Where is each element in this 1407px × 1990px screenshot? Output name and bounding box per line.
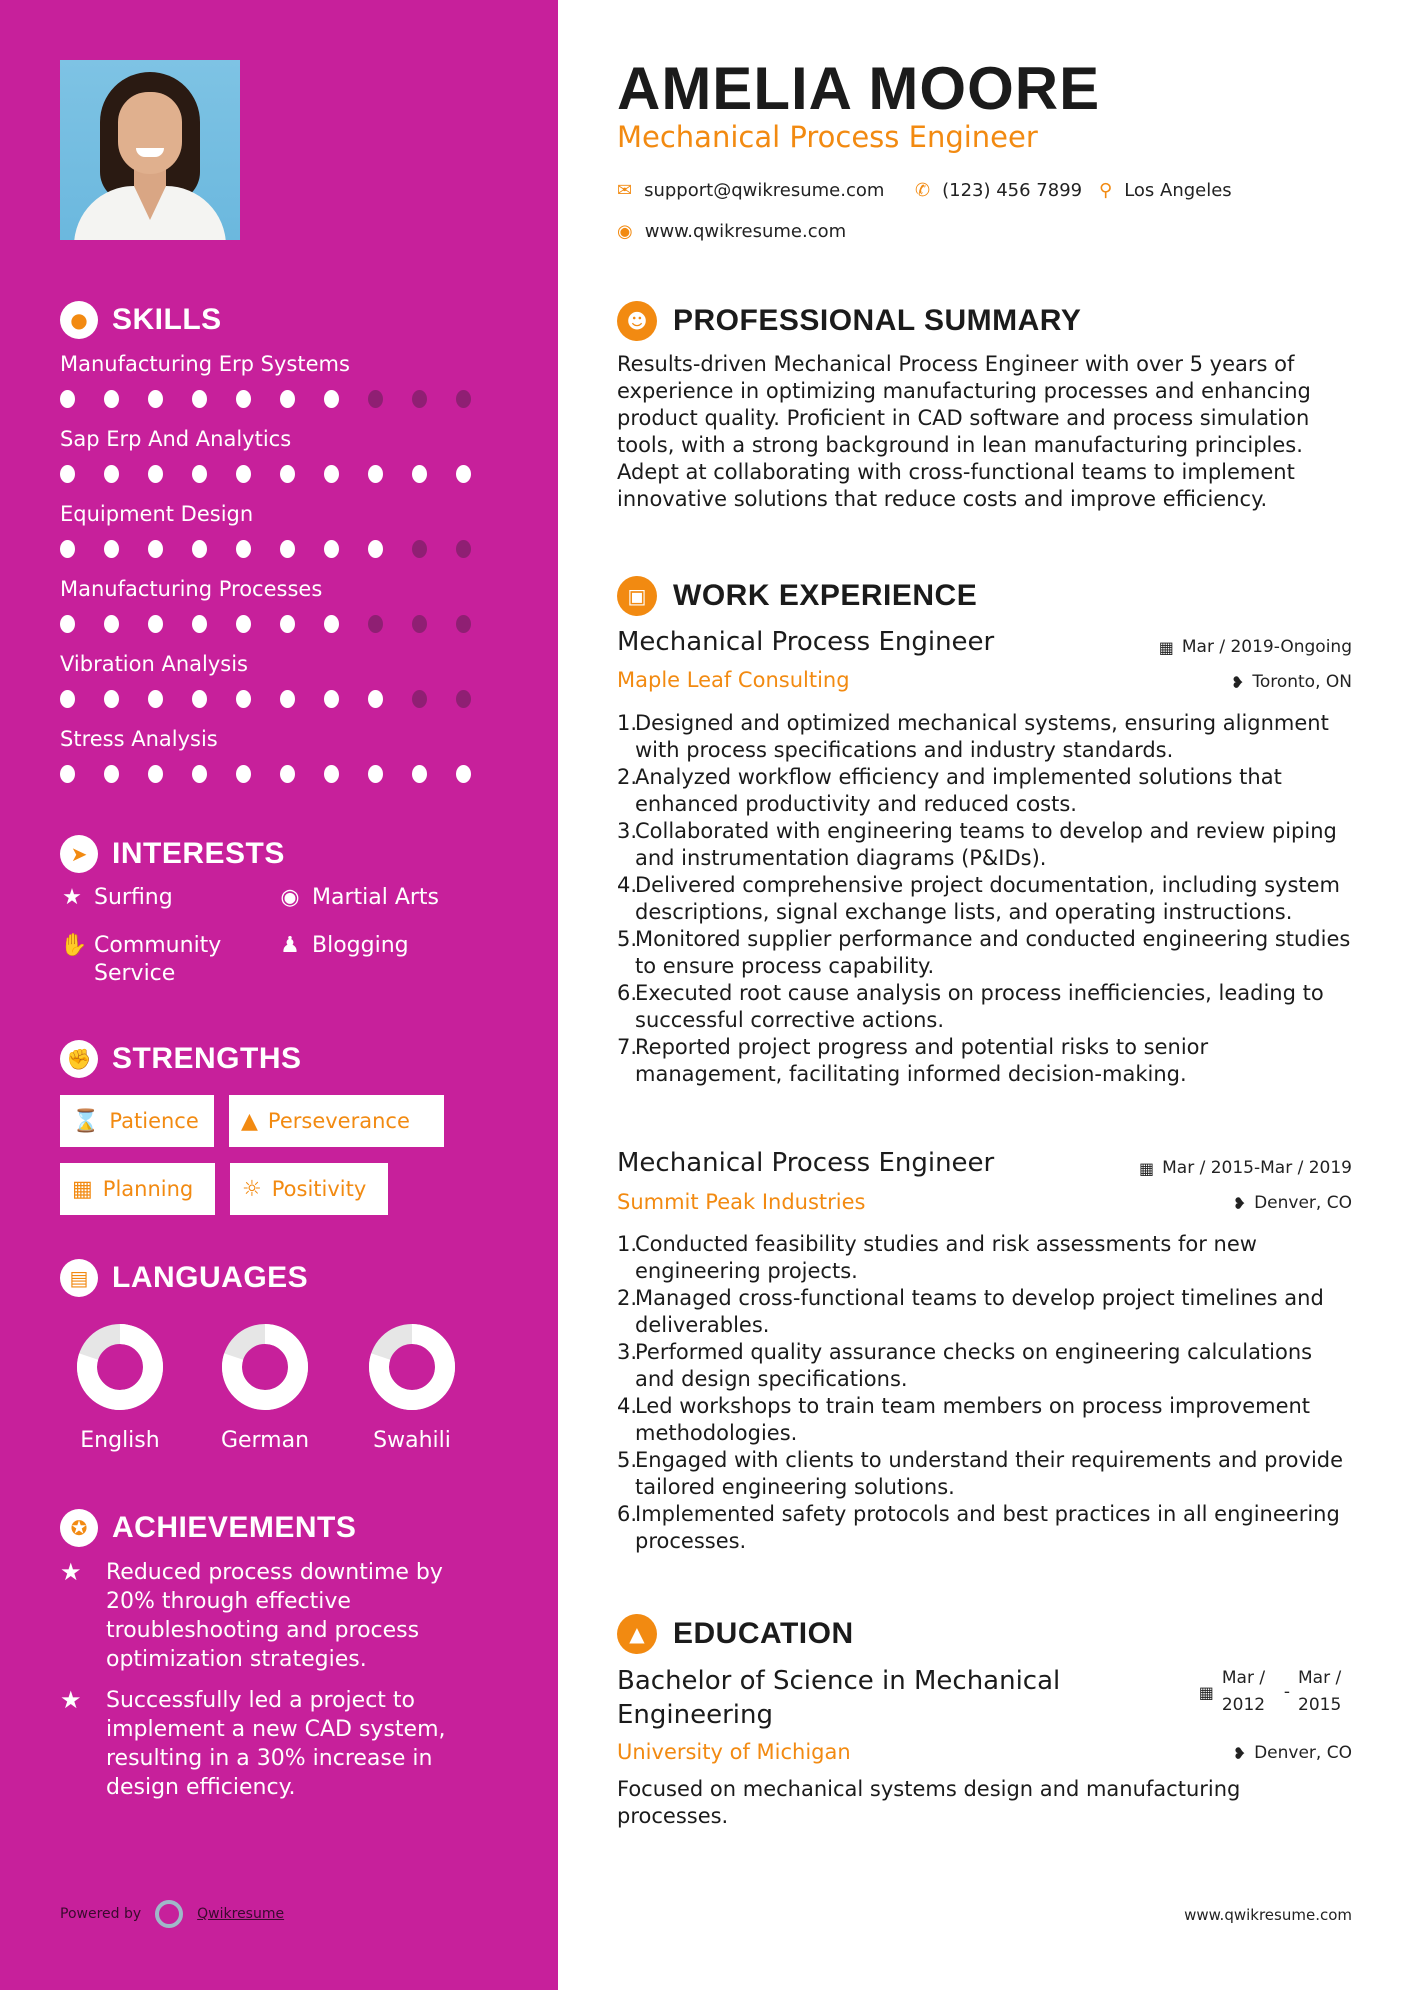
education-location-text: Denver, CO xyxy=(1254,1743,1352,1763)
website-text: www.qwikresume.com xyxy=(644,221,847,242)
rating-dot-filled xyxy=(104,390,119,408)
languages-title: LANGUAGES xyxy=(112,1261,309,1294)
language-name: Swahili xyxy=(373,1428,451,1453)
user-icon: ☻ xyxy=(617,301,657,341)
language-item xyxy=(342,1324,482,1453)
rating-dot-filled xyxy=(60,765,75,783)
calendar-icon: ▦ xyxy=(1138,1158,1155,1178)
pin-icon: ❥ xyxy=(1232,1193,1247,1213)
job-title: Mechanical Process Engineer xyxy=(617,627,995,657)
globe-icon: ◉ xyxy=(280,885,300,910)
pin-icon: ❥ xyxy=(1232,1743,1247,1763)
skill-rating xyxy=(60,540,500,558)
school-name: University of Michigan xyxy=(617,1740,851,1764)
rating-dot-empty xyxy=(368,390,383,408)
strength-label: Positivity xyxy=(271,1177,367,1201)
summary-header xyxy=(617,301,1081,341)
road-icon: ▲ xyxy=(241,1108,258,1134)
education-description: Focused on mechanical systems design and manufacturing processes. xyxy=(617,1777,1241,1828)
skill-rating xyxy=(60,765,500,783)
company-name: Summit Peak Industries xyxy=(617,1190,866,1214)
date-separator: - xyxy=(1283,1682,1290,1702)
rating-dot-filled xyxy=(280,540,295,558)
degree-title: Bachelor of Science in Mechanical Engineering xyxy=(617,1666,1061,1730)
powered-by xyxy=(60,1900,284,1928)
skill-name: Sap Erp And Analytics xyxy=(60,427,292,451)
skill-rating xyxy=(60,390,500,408)
language-donut xyxy=(222,1324,308,1410)
phone-text: (123) 456 7899 xyxy=(942,180,1083,201)
rating-dot-empty xyxy=(456,615,471,633)
candidate-name: AMELIA MOORE xyxy=(617,55,1101,122)
briefcase-icon: ▣ xyxy=(617,576,657,616)
lightbulb-icon: ● xyxy=(60,301,98,339)
summary-title: PROFESSIONAL SUMMARY xyxy=(673,304,1082,337)
rating-dot-filled xyxy=(192,390,207,408)
rating-dot-empty xyxy=(412,540,427,558)
rating-dot-empty xyxy=(456,540,471,558)
rating-dot-filled xyxy=(236,690,251,708)
list-item: Monitored supplier performance and conducted engineering studies to ensure process capability. xyxy=(635,927,1351,978)
rating-dot-filled xyxy=(236,540,251,558)
rating-dot-filled xyxy=(192,615,207,633)
rating-dot-filled xyxy=(60,390,75,408)
rating-dot-filled xyxy=(60,540,75,558)
strength-chip xyxy=(60,1163,215,1215)
rating-dot-filled xyxy=(324,690,339,708)
rating-dot-filled xyxy=(148,390,163,408)
interests-title: INTERESTS xyxy=(112,837,285,870)
phone-icon: ✆ xyxy=(915,180,931,201)
skill-item xyxy=(60,427,500,483)
graduation-icon: ▲ xyxy=(617,1614,657,1654)
achievement-item xyxy=(60,1686,470,1802)
education-end: Mar / 2015 xyxy=(1298,1668,1342,1715)
location-text: Los Angeles xyxy=(1124,180,1232,201)
list-item: Performed quality assurance checks on engineering calculations and design specifications. xyxy=(635,1340,1313,1391)
education-location xyxy=(1233,1743,1352,1763)
rating-dot-filled xyxy=(236,615,251,633)
shooting-star-icon: ★ xyxy=(60,1686,82,1714)
interest-item xyxy=(60,884,173,912)
rating-dot-filled xyxy=(280,690,295,708)
education-dates xyxy=(1199,1665,1352,1719)
star-icon: ★ xyxy=(62,885,82,910)
rating-dot-empty xyxy=(412,690,427,708)
rating-dot-filled xyxy=(368,465,383,483)
contact-location xyxy=(1099,180,1232,201)
list-item: Implemented safety protocols and best practices in all engineering processes. xyxy=(635,1502,1340,1553)
rating-dot-filled xyxy=(456,465,471,483)
profile-photo xyxy=(60,60,240,240)
list-item: Executed root cause analysis on process inefficiencies, leading to successful corrective actions. xyxy=(635,981,1324,1032)
education-title: EDUCATION xyxy=(673,1617,854,1650)
email-text: support@qwikresume.com xyxy=(644,180,885,201)
rating-dot-filled xyxy=(104,690,119,708)
rating-dot-filled xyxy=(148,765,163,783)
rating-dot-filled xyxy=(60,465,75,483)
achievement-item xyxy=(60,1558,470,1674)
interests-header xyxy=(60,835,285,873)
rating-dot-filled xyxy=(280,765,295,783)
rating-dot-filled xyxy=(148,615,163,633)
hourglass-icon: ⌛ xyxy=(72,1108,100,1134)
rating-dot-empty xyxy=(456,390,471,408)
contact-website[interactable] xyxy=(617,221,846,242)
envelope-icon: ✉ xyxy=(617,180,633,201)
rating-dot-filled xyxy=(412,765,427,783)
rating-dot-filled xyxy=(192,465,207,483)
rating-dot-filled xyxy=(104,540,119,558)
sidebar xyxy=(0,0,558,1990)
company-name: Maple Leaf Consulting xyxy=(617,668,850,692)
map-pin-icon: ⚲ xyxy=(1099,180,1113,201)
strengths-header xyxy=(60,1040,302,1078)
skill-name: Stress Analysis xyxy=(60,727,218,751)
rating-dot-filled xyxy=(148,690,163,708)
interest-label: Blogging xyxy=(312,933,409,958)
shooting-star-icon: ★ xyxy=(60,1558,82,1586)
rating-dot-filled xyxy=(236,465,251,483)
skill-name: Manufacturing Erp Systems xyxy=(60,352,350,376)
experience-header xyxy=(617,576,977,616)
job-dates-text: Mar / 2019-Ongoing xyxy=(1181,637,1352,657)
skill-rating xyxy=(60,465,500,483)
strength-label: Planning xyxy=(102,1177,194,1201)
rating-dot-empty xyxy=(412,615,427,633)
calendar-icon: ▦ xyxy=(72,1176,93,1202)
interest-label: Community Service xyxy=(94,933,222,986)
rating-dot-filled xyxy=(324,540,339,558)
rating-dot-filled xyxy=(324,765,339,783)
calendar-icon: ▦ xyxy=(1158,637,1174,657)
strength-chip xyxy=(229,1095,444,1147)
rating-dot-empty xyxy=(412,390,427,408)
list-item: Collaborated with engineering teams to develop and review piping and instrumentation diagrams (P&IDs). xyxy=(635,819,1337,870)
job-location xyxy=(1231,672,1352,692)
strength-label: Patience xyxy=(109,1109,199,1133)
interest-item xyxy=(60,932,250,988)
contact-phone[interactable] xyxy=(915,180,1082,201)
list-item: Conducted feasibility studies and risk assessments for new engineering projects. xyxy=(635,1232,1257,1283)
users-icon: ♟ xyxy=(280,933,300,958)
rating-dot-filled xyxy=(104,765,119,783)
rating-dot-filled xyxy=(280,615,295,633)
rating-dot-filled xyxy=(324,615,339,633)
education-start: Mar / 2012 xyxy=(1221,1668,1266,1715)
rating-dot-filled xyxy=(60,615,75,633)
job-location-text: Denver, CO xyxy=(1254,1193,1352,1213)
list-item: Delivered comprehensive project documentation, including system descriptions, signal exchange lists, and operating instructions. xyxy=(635,873,1341,924)
candidate-role: Mechanical Process Engineer xyxy=(617,120,1038,154)
skill-rating xyxy=(60,690,500,708)
skills-title: SKILLS xyxy=(112,303,222,336)
rating-dot-empty xyxy=(368,615,383,633)
calendar-icon: ▦ xyxy=(1198,1682,1214,1702)
skill-name: Manufacturing Processes xyxy=(60,577,323,601)
interest-item xyxy=(278,932,409,960)
rating-dot-filled xyxy=(368,690,383,708)
job-dates-text: Mar / 2015-Mar / 2019 xyxy=(1162,1158,1352,1178)
list-item: Managed cross-functional teams to develop project timelines and deliverables. xyxy=(635,1286,1324,1337)
rating-dot-filled xyxy=(280,465,295,483)
education-header xyxy=(617,1614,854,1654)
rating-dot-filled xyxy=(192,540,207,558)
job-dates xyxy=(1139,1158,1352,1178)
rating-dot-filled xyxy=(236,390,251,408)
rating-dot-empty xyxy=(456,690,471,708)
achievement-text: Successfully led a project to implement a new CAD system, resulting in a 30% increase in design efficiency. xyxy=(106,1688,446,1800)
contact-email[interactable] xyxy=(617,180,884,201)
language-item xyxy=(50,1324,190,1453)
language-icon: ▤ xyxy=(60,1259,98,1297)
achievements-title: ACHIEVEMENTS xyxy=(112,1511,357,1544)
rating-dot-filled xyxy=(368,540,383,558)
skill-item xyxy=(60,652,500,708)
rating-dot-filled xyxy=(412,465,427,483)
job-location-text: Toronto, ON xyxy=(1252,672,1352,692)
language-donut xyxy=(77,1324,163,1410)
job-location xyxy=(1233,1193,1352,1213)
star-badge-icon: ✪ xyxy=(60,1509,98,1547)
job-bullets xyxy=(617,710,1352,1088)
skill-item xyxy=(60,577,500,633)
powered-by-label: Powered by xyxy=(60,1906,142,1922)
list-item: Engaged with clients to understand their requirements and provide tailored engineering solutions. xyxy=(635,1448,1344,1499)
job-title: Mechanical Process Engineer xyxy=(617,1148,995,1178)
hand-icon: ✋ xyxy=(60,933,88,958)
skill-item xyxy=(60,727,500,783)
languages-header xyxy=(60,1259,308,1297)
job-dates xyxy=(1159,637,1352,657)
skill-rating xyxy=(60,615,500,633)
rating-dot-filled xyxy=(192,690,207,708)
rating-dot-filled xyxy=(456,765,471,783)
rating-dot-filled xyxy=(148,465,163,483)
skills-header xyxy=(60,301,222,339)
list-item: Analyzed workflow efficiency and implemented solutions that enhanced productivity and reduced costs. xyxy=(635,765,1282,816)
qwikresume-logo-icon xyxy=(155,1900,183,1928)
list-item: Reported project progress and potential risks to senior management, facilitating informed decision-making. xyxy=(635,1035,1209,1086)
rating-dot-filled xyxy=(60,690,75,708)
skill-name: Equipment Design xyxy=(60,502,254,526)
skill-name: Vibration Analysis xyxy=(60,652,248,676)
rating-dot-filled xyxy=(104,465,119,483)
fist-icon: ✊ xyxy=(60,1040,98,1078)
paper-plane-icon: ➤ xyxy=(60,835,98,873)
interest-label: Martial Arts xyxy=(312,885,440,910)
achievements-header xyxy=(60,1509,356,1547)
rating-dot-filled xyxy=(104,615,119,633)
rating-dot-filled xyxy=(280,390,295,408)
skill-item xyxy=(60,502,500,558)
globe-icon: ◉ xyxy=(617,221,633,242)
rating-dot-filled xyxy=(236,765,251,783)
list-item: Led workshops to train team members on process improvement methodologies. xyxy=(635,1394,1311,1445)
achievement-text: Reduced process downtime by 20% through effective troubleshooting and process optimization strategies. xyxy=(106,1560,443,1672)
list-item: Designed and optimized mechanical systems, ensuring alignment with process specifications and industry standards. xyxy=(635,711,1329,762)
language-donut xyxy=(369,1324,455,1410)
experience-title: WORK EXPERIENCE xyxy=(673,579,978,612)
rating-dot-filled xyxy=(324,465,339,483)
pin-icon: ❥ xyxy=(1230,672,1245,692)
footer-url[interactable]: www.qwikresume.com xyxy=(1184,1906,1352,1924)
rating-dot-filled xyxy=(148,540,163,558)
summary-text: Results-driven Mechanical Process Engineer with over 5 years of experience in optimizing manufacturing processes and enhancing product quality. Proficient in CAD software and process simulation tools, with a strong background in lean manufacturing principles. Adept at collaborating with cross-functional teams to implement innovative solutions that reduce costs and improve efficiency. xyxy=(617,352,1311,511)
skill-item xyxy=(60,352,500,408)
strengths-title: STRENGTHS xyxy=(112,1042,302,1075)
interest-label: Surfing xyxy=(94,885,173,910)
job-bullets xyxy=(617,1231,1352,1555)
strength-chip xyxy=(60,1095,214,1147)
interest-item xyxy=(278,884,439,912)
strength-label: Perseverance xyxy=(267,1109,410,1133)
language-name: English xyxy=(80,1428,160,1453)
rating-dot-filled xyxy=(192,765,207,783)
qwikresume-link[interactable]: Qwikresume xyxy=(197,1906,285,1922)
strength-chip xyxy=(230,1163,388,1215)
language-item xyxy=(195,1324,335,1453)
rating-dot-filled xyxy=(368,765,383,783)
language-name: German xyxy=(220,1428,310,1453)
rating-dot-filled xyxy=(324,390,339,408)
sun-icon: ☼ xyxy=(242,1176,262,1202)
